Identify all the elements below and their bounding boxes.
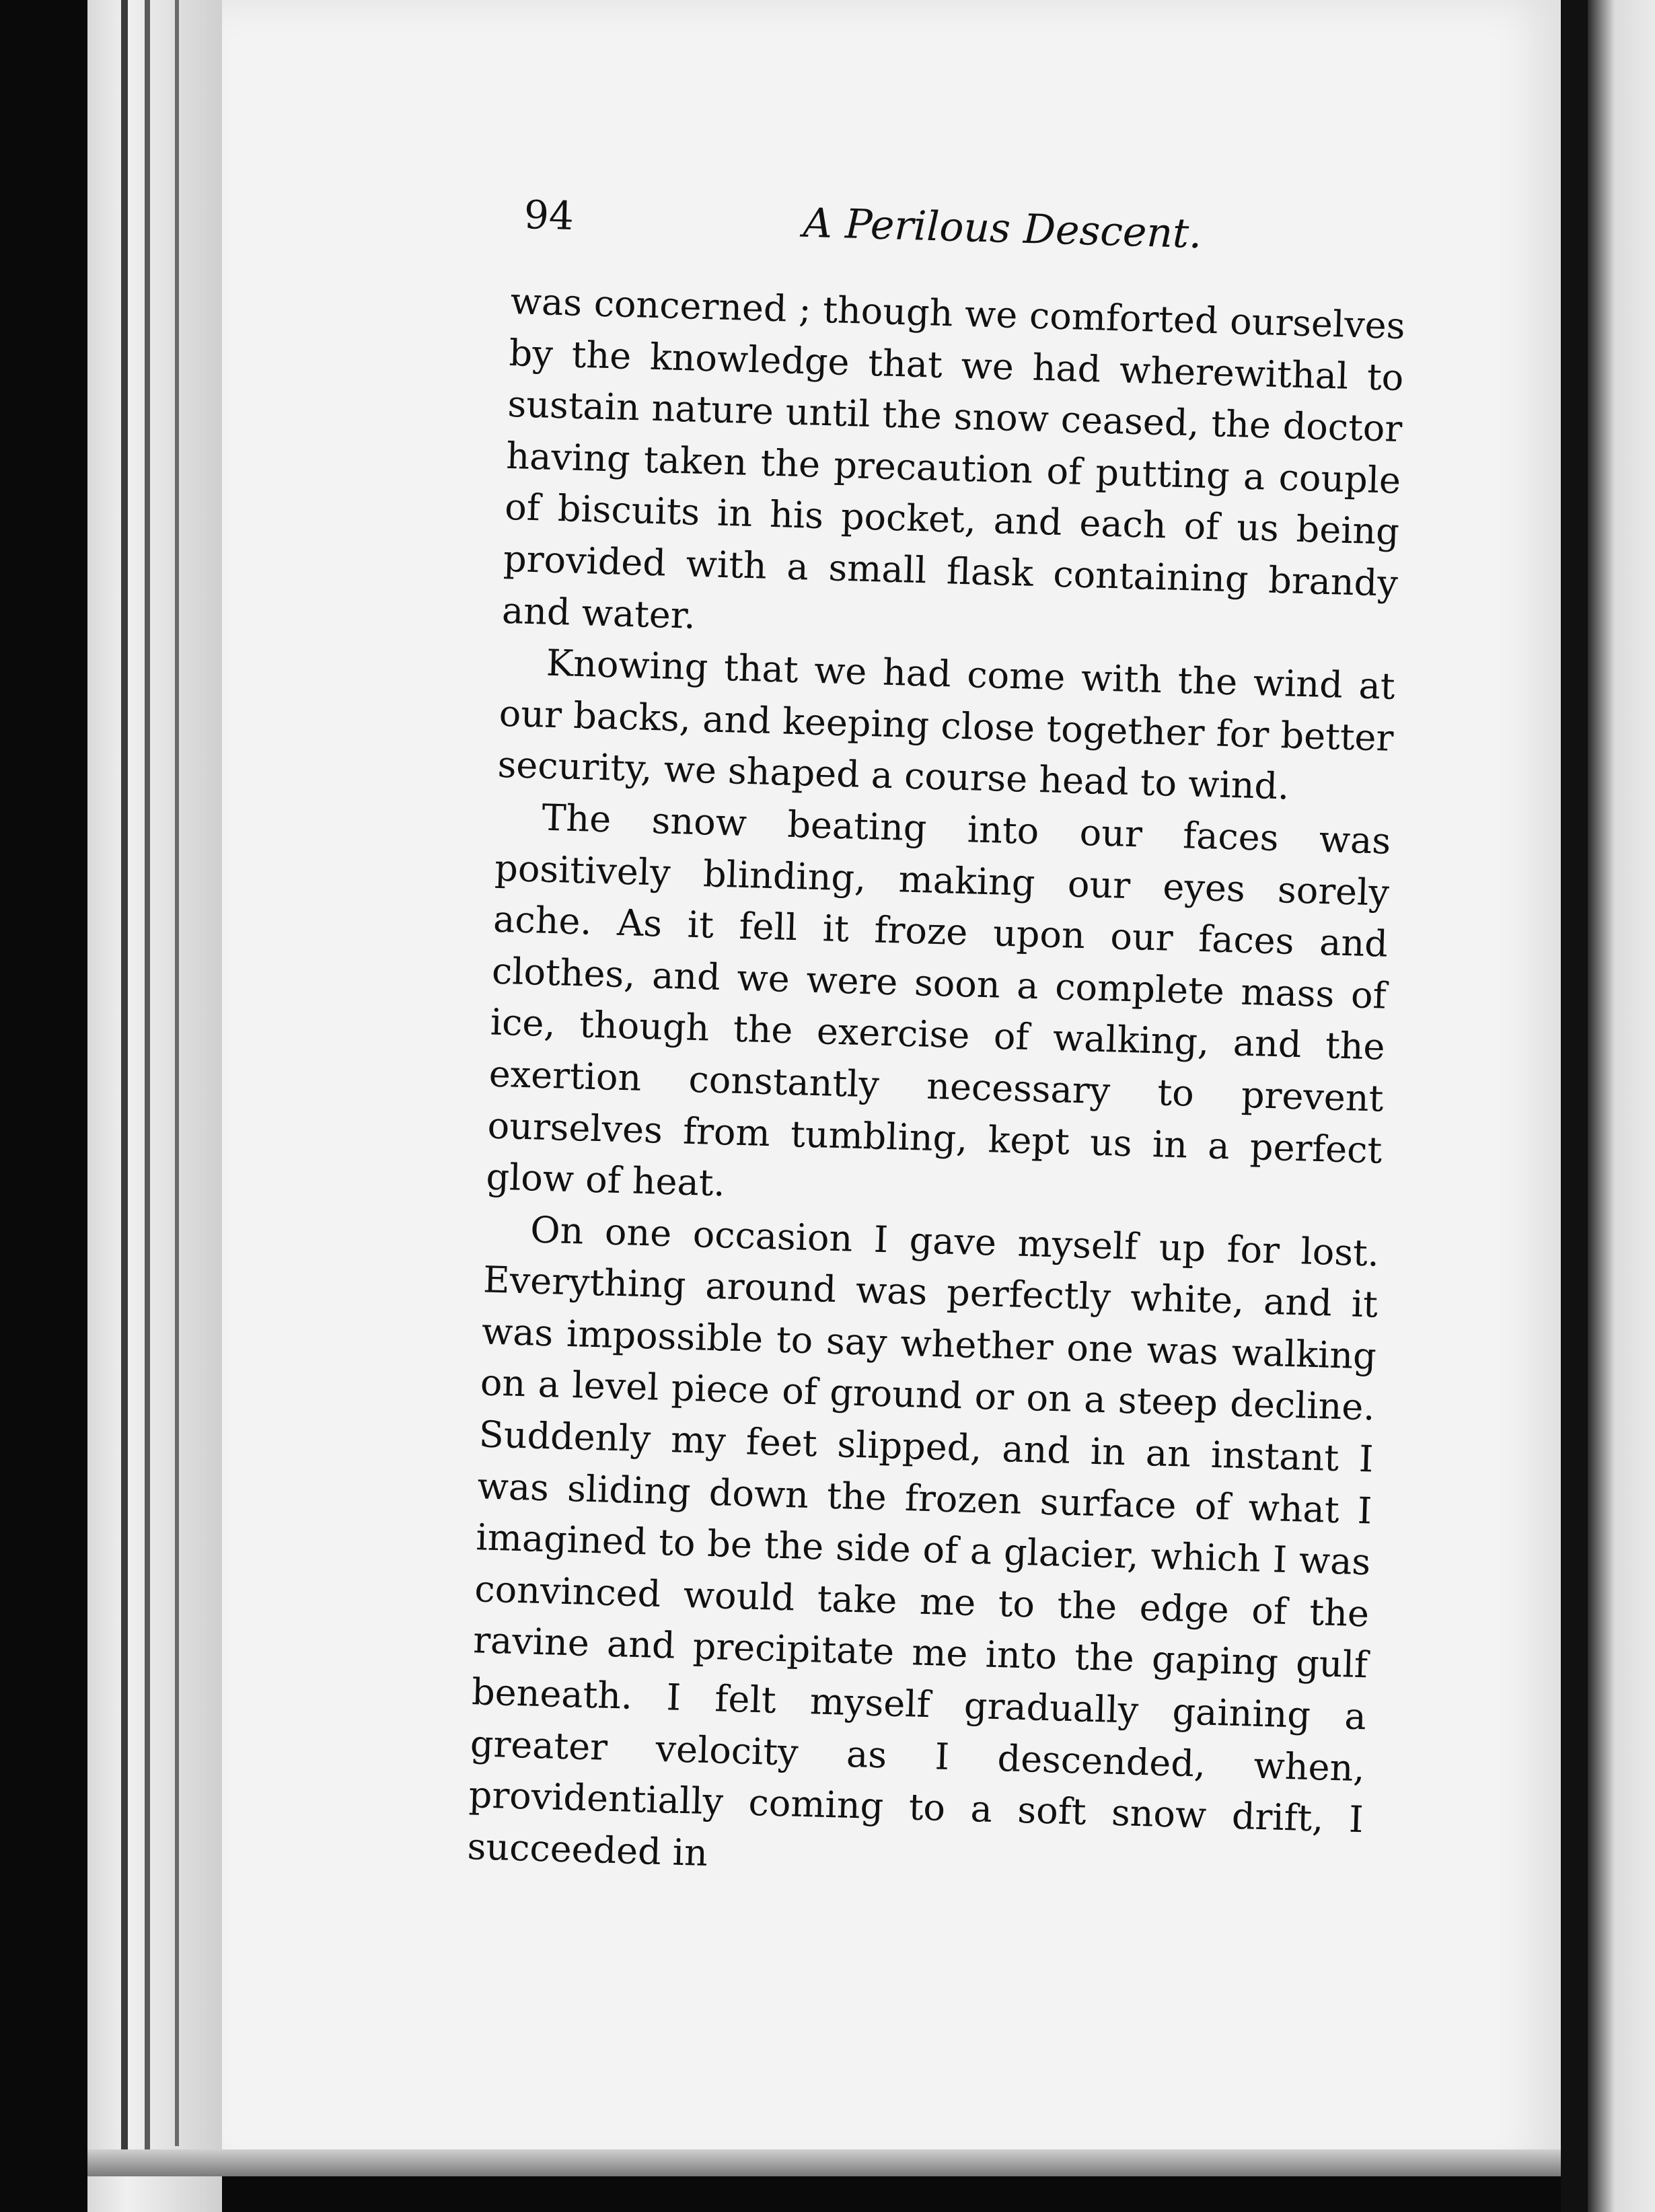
body-text	[467, 276, 1406, 1898]
facing-page-edge	[1588, 0, 1655, 2212]
book-binding-edge	[87, 0, 222, 2212]
book-gutter	[1561, 0, 1588, 2212]
running-head: A Perilous Descent.	[802, 199, 1203, 258]
paragraph: The snow beating into our faces was positively blinding, making our eyes sorely ache. As it fell it froze upon our faces and clothes, and we were soon a complete mass of ice, though the exercise of walking, and the exertion constantly necessary to prevent ourselves from tumbling, kept us in a perfect glow of heat.	[485, 796, 1391, 1205]
paragraph: was concerned ; though we comforted ourselves by the knowledge that we had wherewithal to sustain nature until the snow ceased, the doctor having taken the precaution of putting a couple of biscuits in his pocket, and each of us being provided with a small flask containing brandy and water.	[501, 279, 1406, 637]
page-stack-line	[121, 0, 128, 2166]
paragraph: On one occasion I gave myself up for lost. Everything around was perfectly white, and it was impossible to say whether one was walking on a level piece of ground or on a steep decline. Suddenly my feet slipped, and in an instant I was sliding down the frozen surface of what I imagined to be the side of a glacier, which I was convinced would take me to the edge of the ravine and precipitate me into the gaping gulf beneath. I felt myself gradually gaining a greater velocity as I descended, when, providentially coming to a soft snow drift, I succeeded in	[466, 1208, 1380, 1874]
page-stack-line	[175, 0, 179, 2146]
paragraph: Knowing that we had come with the wind at our backs, and keeping close together for better security, we shaped a course head to wind.	[496, 641, 1396, 808]
page-bottom-edge	[87, 2149, 1568, 2176]
page-number: 94	[523, 192, 575, 239]
page-stack-line	[145, 0, 150, 2153]
